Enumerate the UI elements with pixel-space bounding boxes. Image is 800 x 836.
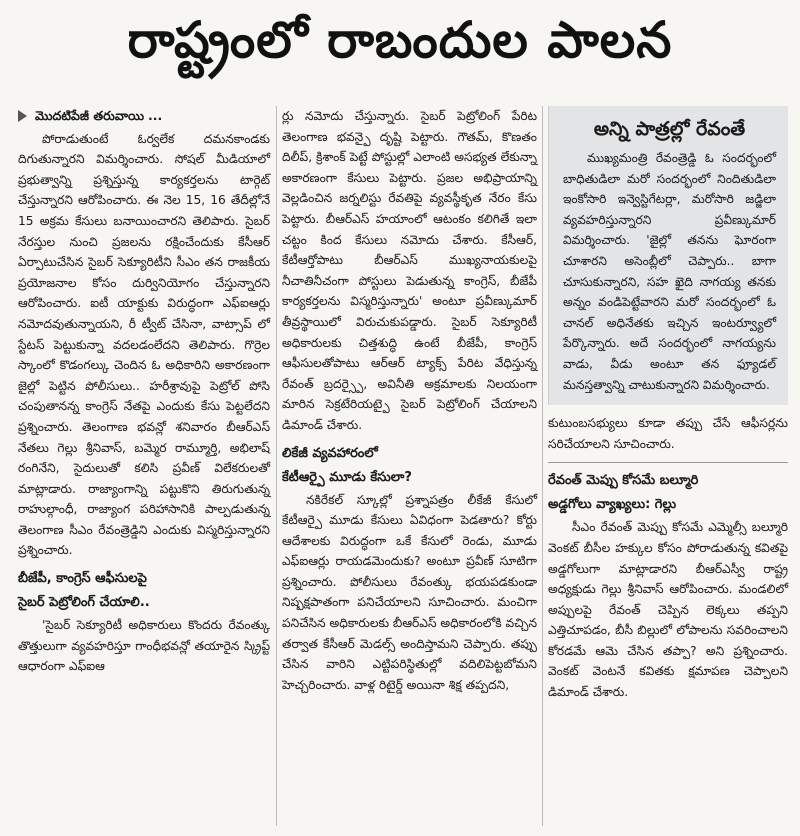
article-paragraph: సీఎం రేవంత్ మెప్పు కోసమే ఎమ్మెల్సీ బల్మూరి వెంకట్ బీసీల హక్కుల కోసం పోరాడుతున్న కవితపై అడ్డగోలుగా మాట్లాడారని బీఆర్ఎస్వీ రాష్ట్ర అధ్యక్షుడు గెల్లు శ్రీనివాస్ ఆరోపించారు. మండలిలో అప్పులపై రేవంత్ చెప్పిన లెక్కలు తప్పని ఎత్తిచూపడం, బీసీ బిల్లులో లోపాలను సవరించాలని కోరడమే ఆమె చేసిన తప్పా? అని ప్రశ్నించారు. వెంకట్ వెంటనే కవితకు క్షమాపణ చెప్పాలని డిమాండ్ చేశారు. (548, 520, 788, 700)
article-paragraph: నకిరేకల్ స్కూల్లో ప్రశ్నాపత్రం లీకేజీ కేసులో కేటీఆర్పై మూడు కేసులు ఏవిధంగా పెడతారు? కోర్టు ఆదేశాలకు విరుద్ధంగా ఒకే కేసులో రెండు, మూడు ఎఫ్ఐఆర్లు రాయడమెందుకు? అంటూ ప్రవీణ్ సూటిగా ప్రశ్నించారు. పోలీసులు రేవంత్కు భయపడకుండా నిష్పక్షపాతంగా పనిచేయాలని సూచించారు. మంచిగా పనిచేసిన అధికారులకు బీఆర్ఎస్ అధికారంలోకి వచ్చిన తర్వాత కేసీఆర్ మెడల్స్ అందిస్తామని చెప్పారు. తప్పు చేసిన వారిని ఎట్టిపరిస్థితుల్లో వదిలిపెట్టబోమని హెచ్చరించారు. వాళ్ల రిటైర్డ్ అయినా శిక్ష తప్పదని, (282, 492, 537, 692)
article-paragraph: 'సైబర్ సెక్యూరిటీ అధికారులు కొందరు రేవంత్కు తొత్తులుగా వ్యవహరిస్తూ గాంధీభవన్లో తయారైన స్క్రిప్ట్ ఆధారంగా ఎఫ్ఐఆ (18, 618, 270, 674)
section-subhead: కేటీఆర్పై మూడు కేసులా? (282, 469, 412, 485)
article-paragraph: పోరాడుతుంటే ఓర్వలేక దమనకాండకు దిగుతున్నారని విమర్శించారు. సోషల్ మీడియాలో ప్రభుత్వాన్ని ప్రశ్నిస్తున్న కార్యకర్తలను టార్గెట్ చేస్తున్నారని ఆరోపించారు. ఈ నెల 15, 16 తేదీల్లోనే 15 అక్రమ కేసులు బనాయించారని తెలిపారు. సైబర్ నేరస్తుల నుంచి ప్రజలను రక్షించేందుకు కేసీఆర్ ఏర్పాటుచేసిన సైబర్ సెక్యూరిటీని సీఎం తన రాజకీయ ప్రయోజనాల కోసం దుర్వినియోగం చేస్తున్నారని ఆరోపించారు. ఐటీ యాక్టుకు విరుద్ధంగా ఎఫ్ఐఆర్లు నమోదవుతున్నాయని, రీ ట్వీట్ చేసినా, వాట్సాప్ లో స్టేటస్ పెట్టుకున్నా వదలడంలేదని తెలిపారు. గొర్రెల స్కాంలో కొడంగల్కు చెందిన ఓ అధికారిని అకారణంగా జైల్లో పెట్టిన పోలీసులు.. హరీశ్రావుపై పెట్రోల్ పోసి చంపుతానన్న కాంగ్రెస్ నేతపై ఎందుకు కేసు పెట్టలేదని ప్రశ్నించారు. తెలంగాణ భవన్లో శనివారం బీఆర్ఎస్ నేతలు గెల్లు శ్రీనివాస్, బమ్మెర రామ్మూర్తి, అభిలాష్ రంగినేని, సైదులుతో కలిసి ప్రవీణ్ విలేకరులతో మాట్లాడారు. రాజ్యాంగాన్ని పట్టుకొని తిరుగుతున్న రాహుల్గాంధీ, రాజ్యాంగ పరిహాసానికి పాల్పడుతున్న తెలంగాణ సీఎం రేవంత్రెడ్డిని ఎందుకు విస్మరిస్తున్నారని ప్రశ్నించారు. (18, 131, 270, 558)
section-subhead: బీజేపీ, కాంగ్రెస్ ఆఫీసులపై (18, 571, 147, 587)
column-divider (542, 106, 543, 826)
section-subhead: సైబర్ పెట్రోలింగ్ చేయాలి.. (18, 595, 150, 611)
section-subhead: లికేజీ వ్యవహారంలో (282, 445, 378, 461)
triangle-marker-icon (18, 110, 27, 122)
article-column-1 (18, 106, 270, 677)
column-divider (276, 106, 277, 826)
kicker-dots: ... (148, 108, 163, 123)
section-subhead: రేవంత్ మెప్పు కోసమే బల్మూరి (548, 473, 699, 489)
section-divider (548, 462, 788, 463)
article-paragraph: కుటుంబసభ్యులు కూడా తప్పు చేసే ఆఫీసర్లను సరిచేయాలని సూచించారు. (548, 416, 788, 451)
sidebar-box (548, 106, 788, 405)
article-paragraph: ర్లు నమోదు చేస్తున్నారు. సైబర్ పెట్రోలింగ్ పేరిట తెలంగాణ భవన్పై దృష్టి పెట్టారు. గౌతమ్, కొణతం దిలీప్, క్రిశాంక్ పెట్టే పోస్టుల్లో ఎలాంటి అసభ్యత లేకున్నా అకారణంగా కేసులు పెట్టారు. ప్రజల అభిప్రాయాన్ని వెల్లడించిన జర్నలిస్టు రేవతిపై వ్యవస్థీకృత నేరం కేసు పెట్టారు. బీఆర్ఎస్ హయాంలో ఆటంకం కలిగితే ఇలా చట్టం కింద కేసులు నమోదు చేశారు. కేసీఆర్, కేటీఆర్తోపాటు బీఆర్ఎస్ ముఖ్యనాయకులపై నీచాతినీచంగా పోస్టులు పెడుతున్న కాంగ్రెస్, బీజేపీ కార్యకర్తలను విస్మరిస్తున్నారు' అంటూ ప్రవీణ్కుమార్ తీవ్రస్థాయిలో విరుచుకుపడ్డారు. సైబర్ సెక్యూరిటీ అధికారులకు చిత్తశుద్ధి ఉంటే బీజేపీ, కాంగ్రెస్ ఆఫీసులతోపాటు ఆర్ఆర్ ట్యాక్స్ పేరిట వేధిస్తున్న రేవంత్ బ్రదర్స్పై, అవినీతి అక్రమాలకు నిలయంగా మారిన సెక్రటేరియట్పై సైబర్ పెట్రోలింగ్ చేయాలని డిమాండ్ చేశారు. (282, 109, 537, 432)
continuation-kicker (18, 106, 270, 127)
box-paragraph: ముఖ్యమంత్రి రేవంత్రెడ్డి ఓ సందర్భంలో బాధితుడిలా మరో సందర్భంలో నిందితుడిలా ఇంకోసారి ఇన్వెస్టిగేటర్లా, మరోసారి జడ్జిలా వ్యవహరిస్తున్నారని ప్రవీణ్కుమార్ విమర్శించారు. 'జైల్లో తనను ఘోరంగా చూశారని అసెంబ్లీలో చెప్పారు.. బాగా చూసుకున్నారని, సహ ఖైది నాగయ్య తనకు అన్నం వండిపెట్టేవారని మరో సందర్భంలో ఓ చానల్ అధినేతకు ఇచ్చిన ఇంటర్వ్యూలో పేర్కొన్నారు. అదే సందర్భంలో నాగయ్యను వాడు, వీడు అంటూ తన ఫ్యూడల్ మనస్తత్వాన్ని చాటుకున్నారని విమర్శించారు. (563, 151, 776, 392)
article-column-3 (548, 106, 788, 703)
box-title: అన్ని పాత్రల్లో రేవంతే (593, 118, 746, 140)
article-column-2 (282, 106, 537, 695)
kicker-text: మొదటిపేజీ తరువాయి (35, 108, 145, 123)
page-headline: రాష్ట్రంలో రాబందుల పాలన (127, 10, 673, 69)
section-subhead: అడ్డగోలు వ్యాఖ్యలు: గెల్లు (548, 497, 677, 513)
